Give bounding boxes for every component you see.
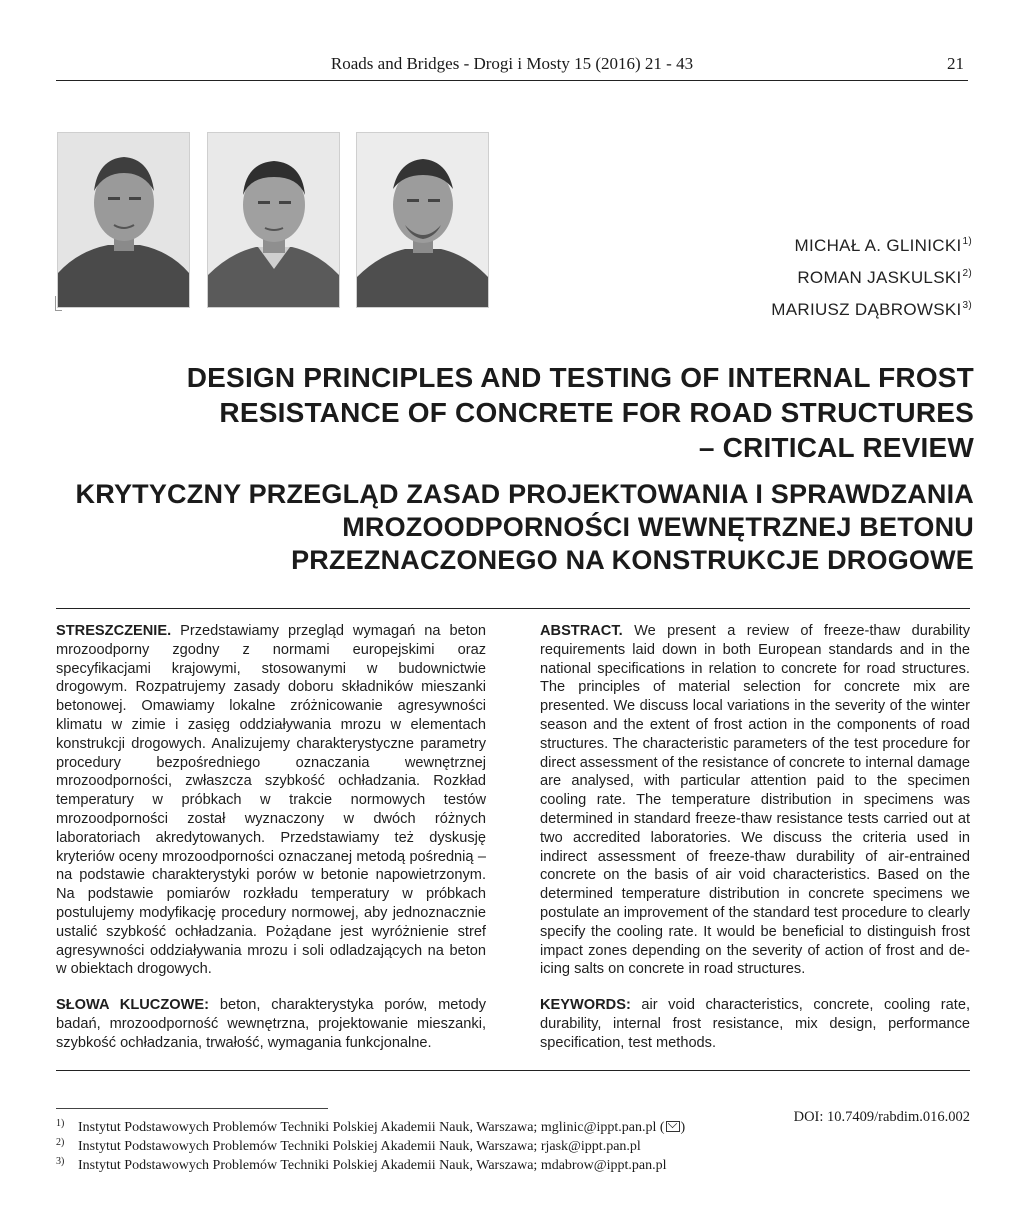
abstract-english: ABSTRACT. We present a review of freeze-thaw durability requirements laid down in both European standards and in the national specifications in relation to concrete for road structures. The principles of material selection for concrete mix are presented. We discuss local variations in the severity of the winter season and the extent of frost action in the components of road structures. The characteristic parameters of the test procedure for direct assessment of the resistance of concrete to internal damage are analysed, with particular attention paid to the specimen cooling rate. The temperature distribution in specimens was determined in standard freeze-thaw resistance tests carried out at two accredited laboratories. We discuss the criteria used in indirect assessment of freeze-thaw durability of air-entrained concrete on the basis of air void characteristics. Based on the determined temperature distribution in concrete specimens we postulate an improvement of the standard test procedure to clearly specify the cooling rate. It would be beneficial to distinguish frost impact zones depending on the severity of action of frost and de-icing salts on concrete in road structures. (540, 623, 970, 978)
doi[interactable]: DOI: 10.7409/rabdim.016.002 (793, 1109, 970, 1125)
footnotes (56, 1118, 816, 1175)
crop-mark (55, 296, 62, 311)
author-3: MARIUSZ DĄBROWSKI$^{3)}$ (771, 300, 972, 319)
title-english: DESIGN PRINCIPLES AND TESTING OF INTERNAL FROST RESISTANCE OF CONCRETE FOR ROAD STRUCTURES – CRITICAL REVIEW (186, 362, 974, 463)
footnote-2: 2) Instytut Podstawowych Problemów Techniki Polskiej Akademii Nauk, Warszawa; rjask@ippt.pan.pl (56, 1137, 641, 1154)
section-divider-bottom (56, 1070, 970, 1071)
portrait-2-image (208, 133, 339, 307)
author-1: MICHAŁ A. GLINICKI$^{1)}$ (794, 236, 972, 255)
author-list (771, 228, 972, 324)
portrait-1-image (58, 133, 189, 307)
keywords-polish: SŁOWA KLUCZOWE: beton, charakterystyka porów, metody badań, mrozoodporność wewnętrzna, projektowanie mieszanki, szybkość ochładzania, trwałość, wymagania funkcjonalne. (56, 997, 487, 1051)
author-photo-3 (356, 132, 489, 308)
journal-citation: Roads and Bridges - Drogi i Mosty 15 (2016) 21 - 43 (330, 54, 694, 73)
page-number: 21 (947, 54, 964, 73)
footnote-3: 3) Instytut Podstawowych Problemów Techniki Polskiej Akademii Nauk, Warszawa; mdabrow@ippt.pan.pl (56, 1156, 667, 1173)
footnote-separator (56, 1108, 328, 1109)
abstract-polish: STRESZCZENIE. Przedstawiamy przegląd wymagań na beton mrozoodporny zgodny z normami europejskimi oraz specyfikacjami krajowymi, stosowanymi w budownictwie drogowym. Rozpatrujemy zasady doboru składników mieszanki betonowej. Omawiamy lokalne zróżnicowanie agresywności klimatu w zimie i zasięg oddziaływania mrozu w elementach konstrukcji drogowych. Analizujemy charakterystyczne parametry procedury bezpośredniego oznaczania wewnętrznej mrozoodporności, zwłaszcza szybkość ochładzania. Rozkład temperatury w próbkach w trakcie normowych testów mrozoodporności został wyznaczony w dwóch różnych laboratoriach akredytowanych. Przedstawiamy też dyskusję kryteriów oceny mrozoodporności oznaczanej metodą pośrednią – na podstawie charakterystyki porów w betonie napowietrzonym. Na podstawie pomiarów rozkładu temperatury w próbkach postulujemy modyfikację procedury normowej, aby jednoznacznie ustalić szybkość ochładzania. Pożądane jest wyróżnienie stref agresywności oddziaływania mrozu i soli odladzających na beton w obiektach drogowych. (56, 623, 486, 978)
footnote-1: 1) Instytut Podstawowych Problemów Techniki Polskiej Akademii Nauk, Warszawa; mglinic@ippt.pan.pl ( ) (56, 1118, 686, 1135)
section-divider-top (56, 608, 970, 609)
running-header (56, 52, 968, 81)
author-photo-1 (57, 132, 190, 308)
envelope-icon[interactable] (666, 1121, 680, 1132)
keywords-english: KEYWORDS: air void characteristics, concrete, cooling rate, durability, internal frost resistance, mix design, performance specification, test methods. (540, 997, 971, 1051)
title-polish: KRYTYCZNY PRZEGLĄD ZASAD PROJEKTOWANIA I SPRAWDZANIA MROZOODPORNOŚCI WEWNĘTRZNEJ BETONU PRZEZNACZONEGO NA KONSTRUKCJE DROGOWE (75, 479, 974, 575)
author-2: ROMAN JASKULSKI$^{2)}$ (797, 268, 972, 287)
author-photo-2 (207, 132, 340, 308)
portrait-3-image (357, 133, 488, 307)
